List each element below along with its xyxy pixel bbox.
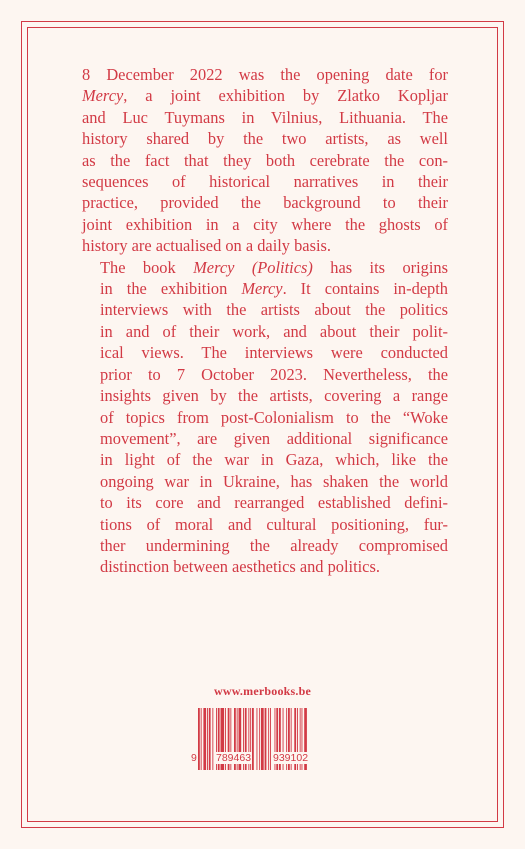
text-line: ther undermining the already compromised — [100, 535, 448, 555]
text-line: interviews with the artists about the politics — [100, 300, 448, 320]
italic-title: Mercy — [241, 279, 283, 299]
isbn-first-digit: 9 — [191, 752, 197, 764]
text-fragment: , a joint exhibition by Zlatko Kopljar — [123, 86, 448, 106]
barcode-bar — [209, 708, 211, 770]
text-line — [82, 85, 448, 106]
italic-title: Mercy — [82, 86, 124, 106]
text-line: movement”, are given additional significance — [100, 428, 448, 448]
barcode-bar — [265, 708, 267, 770]
text-line: joint exhibition in a city where the ghosts of — [82, 214, 448, 234]
text-line: distinction between aesthetics and politics. — [100, 557, 380, 577]
text-line: and Luc Tuymans in Vilnius, Lithuania. The — [82, 107, 448, 127]
barcode-bar — [268, 708, 269, 770]
text-fragment: . It contains in-depth — [282, 279, 448, 299]
text-line: as the fact that they both cerebrate the con- — [82, 150, 448, 170]
barcode-bar — [203, 708, 206, 770]
text-line: to its core and rearranged established defini- — [100, 493, 448, 513]
text-line: in and of their work, and about their polit- — [100, 321, 448, 341]
text-line — [82, 278, 448, 299]
text-line — [82, 257, 448, 278]
blurb-paragraph-1 — [82, 64, 448, 257]
barcode-bar — [270, 708, 271, 770]
text-fragment: The book — [100, 257, 194, 277]
text-line: history are actualised on a daily basis. — [82, 236, 331, 256]
publisher-website[interactable]: www.merbooks.be — [213, 684, 311, 698]
blurb-text — [82, 64, 448, 578]
text-line: 8 December 2022 was the opening date for — [82, 65, 448, 84]
text-line: tions of moral and cultural positioning, fur- — [100, 514, 448, 534]
text-line: history shared by the two artists, as well — [82, 129, 448, 149]
text-fragment: in the exhibition — [100, 279, 242, 299]
barcode-bar — [257, 708, 258, 770]
text-line: ical views. The interviews were conducted — [100, 343, 448, 363]
text-line: in light of the war in Gaza, which, like the — [100, 450, 448, 470]
barcode-bar — [261, 708, 264, 770]
isbn-right-digits: 939102 — [273, 752, 309, 764]
barcode-bar — [252, 708, 254, 770]
text-line: of topics from post-Colonialism to the “Woke — [100, 407, 448, 427]
isbn-left-digits: 789463 — [216, 752, 252, 764]
barcode-bar — [198, 708, 200, 770]
text-line: sequences of historical narratives in their — [82, 172, 448, 192]
text-line: prior to 7 October 2023. Nevertheless, the — [100, 364, 448, 384]
barcode-bar — [259, 708, 260, 770]
text-line: ongoing war in Ukraine, has shaken the world — [100, 471, 448, 491]
text-line: practice, provided the background to their — [82, 193, 448, 213]
text-fragment: has its origins — [312, 257, 448, 277]
barcode-bar — [212, 708, 213, 770]
italic-title: Mercy (Politics) — [193, 257, 313, 277]
text-line: insights given by the artists, covering a range — [100, 386, 448, 406]
barcode-bar — [201, 708, 202, 770]
barcode-bar — [207, 708, 208, 770]
blurb-paragraph-2 — [82, 257, 448, 578]
